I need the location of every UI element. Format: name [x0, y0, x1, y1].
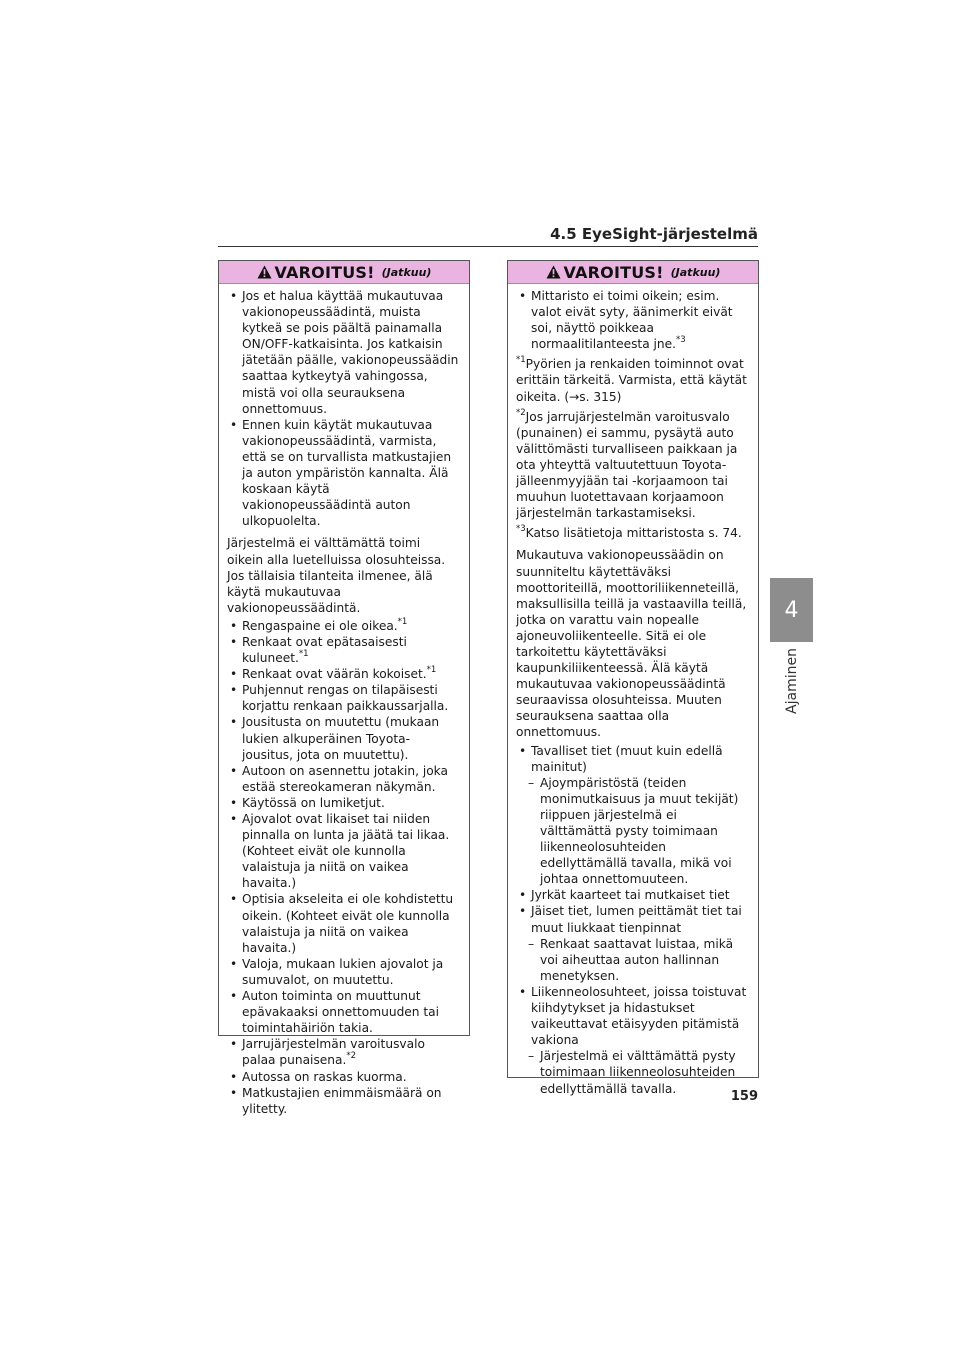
footnote-ref: *2 [346, 1051, 357, 1062]
list-item [227, 795, 459, 811]
footnote [516, 409, 748, 522]
warning-continued: (Jatkuu) [381, 265, 432, 279]
page-number: 159 [730, 1089, 758, 1104]
list-item-text: Renkaat ovat epätasaisesti kuluneet. [242, 634, 407, 666]
footnote-ref: *1 [426, 665, 437, 676]
footnote-ref: *1 [298, 649, 309, 659]
list-item-text: Jarrujärjestelmän varoitusvalo palaa punaisena. [242, 1037, 425, 1068]
list-item-text: Autossa on raskas kuorma. [242, 1069, 407, 1084]
list-item-text: Renkaat ovat väärän kokoiset. [242, 667, 427, 682]
list-item [227, 891, 459, 955]
list-item [227, 763, 459, 795]
list-item-text: Auton toiminta on muuttunut epävakaaksi onnettomuuden tai toimintahäiriön takia. [242, 989, 440, 1036]
list-item [227, 714, 459, 762]
warning-body-right [508, 284, 758, 1097]
warning-box-header [219, 261, 469, 284]
sub-list-item: – Järjestelmä ei välttämättä pysty toimimaan liikenneolosuhteiden edellyttämällä tavalla. [516, 1048, 748, 1096]
list-item [227, 682, 459, 714]
warning-continued: (Jatkuu) [670, 265, 721, 279]
warning-triangle-icon [257, 265, 272, 279]
list-item [227, 1085, 459, 1117]
chapter-tab[interactable] [770, 578, 813, 642]
footnote-mark: *1 [516, 355, 526, 366]
paragraph: Mukautuva vakionopeussäädin on suunniteltu käytettäväksi moottoriteillä, moottoriliikenneteillä, maksullisilla teillä ja vastaavilla teillä, jotka on varattu vain nopealle ajoneuvoliikenteelle. Sitä ei ole tarkoitettu käytettäväksi kaupunkiliikenteessä. Älä käytä mukautuvaa vakionopeussäädintä seuraavissa olosuhteissa. Muuten seurauksena saattaa olla onnettomuus. [516, 548, 747, 740]
footnote [516, 356, 748, 404]
list-item [227, 1036, 459, 1068]
list-item [227, 1069, 459, 1085]
footnote-list [516, 356, 748, 541]
header-rule [218, 246, 758, 247]
top-bullet-list [516, 288, 748, 352]
list-item: • Tavalliset tiet (muut kuin edellä mainitut) [516, 743, 748, 775]
warning-title: VAROITUS! [274, 262, 375, 282]
section-title: 4.5 EyeSight-järjestelmä [550, 225, 758, 243]
list-item-text: Matkustajien enimmäismäärä on ylitetty. [242, 1085, 442, 1116]
sub-list-item: – Ajoympäristöstä (teiden monimutkaisuus ja muut tekijät) riippuen järjestelmä ei välttämättä pysty toimimaan liikenneolosuhteiden edellyttämällä tavalla, mikä voi johtaa onnettomuuteen. [516, 775, 748, 888]
list-item-text: Jousitusta on muutettu (mukaan lukien alkuperäinen Toyota-jousitus, jota on muutettu). [242, 715, 440, 762]
sub-list-item: – Renkaat saattavat luistaa, mikä voi aiheuttaa auton hallinnan menetyksen. [516, 936, 748, 984]
list-item-text: Puhjennut rengas on tilapäisesti korjattu renkaan paikkaussarjalla. [242, 683, 449, 714]
condition-list [516, 743, 748, 1097]
list-item-text: Valoja, mukaan lukien ajovalot ja sumuvalot, on muutettu. [242, 956, 444, 987]
warning-triangle-icon [546, 265, 561, 279]
list-item: • Mittaristo ei toimi oikein; esim. valot eivät syty, äänimerkit eivät soi, näyttö poikkeaa normaalitilanteesta jne.$^{*3}$ [516, 288, 748, 352]
chapter-number: 4 [784, 597, 799, 623]
footnote-text: Jos jarrujärjestelmän varoitusvalo (punainen) ei sammu, pysäytä auto välittömästi turvalliseen paikkaan ja ota yhteyttä valtuutettuun Toyota-jälleenmyyjään tai -korjaamoon tai muuhun luotettavaan korjaamoon järjestelmän tarkastamiseksi. [516, 409, 738, 521]
list-item-text: Rengaspaine ei ole oikea. [242, 618, 398, 633]
list-item [227, 956, 459, 988]
list-item [227, 666, 459, 682]
footnote-mark: *3 [516, 524, 526, 535]
footnote-text: Pyörien ja renkaiden toiminnot ovat erittäin tärkeitä. Varmista, että käytät oikeita. (→s. 315) [516, 357, 747, 404]
top-bullet-list [227, 288, 459, 529]
list-item-text: Autoon on asennettu jotakin, joka estää stereokameran näkymän. [242, 763, 448, 794]
list-item [227, 811, 459, 891]
list-item: • Liikenneolosuhteet, joissa toistuvat kiihdytykset ja hidastukset vaikeuttavat etäisyyden pitämistä vakiona [516, 984, 748, 1048]
list-item [227, 988, 459, 1036]
list-item [227, 618, 459, 634]
list-item-text: Käytössä on lumiketjut. [242, 795, 385, 810]
list-item-text: Ajovalot ovat likaiset tai niiden pinnalla on lunta ja jäätä tai likaa. (Kohteet eivät ole kunnolla valaistuja ja niitä on vaikea havaita.) [242, 812, 450, 891]
chapter-label: Ajaminen [783, 648, 800, 714]
list-item-text: Optisia akseleita ei ole kohdistettu oikein. (Kohteet eivät ole kunnolla valaistuja ja niitä on vaikea havaita.) [242, 892, 454, 955]
warning-title: VAROITUS! [563, 262, 664, 282]
warning-body-left [219, 284, 469, 1117]
list-item: • Jos et halua käyttää mukautuvaa vakionopeussäädintä, muista kytkeä se pois päältä painamalla ON/OFF-katkaisinta. Jos katkaisin jätetään päälle, vakionopeussäädin saattaa kytkeytyä vahingossa, mistä voi olla seurauksena onnettomuus. [227, 288, 459, 417]
paragraph: Järjestelmä ei välttämättä toimi oikein alla luetelluissa olosuhteissa. Jos tällaisia tilanteita ilmenee, älä käytä mukautuvaa vakionopeussäädintä. [227, 536, 446, 615]
footnote-mark: *2 [516, 407, 526, 418]
list-item: • Jyrkät kaarteet tai mutkaiset tiet [516, 887, 748, 903]
warning-box-left [218, 260, 470, 1116]
list-item: • Ennen kuin käytät mukautuvaa vakionopeussäädintä, varmista, että se on turvallista matkustajien ja auton ympäristön kannalta. Älä koskaan käytä vakionopeussäädintä auton ulkopuolelta. [227, 417, 459, 530]
footnote [516, 525, 748, 541]
warning-box-right [507, 260, 759, 1096]
footnote-ref: *1 [397, 616, 408, 627]
warning-box-header [508, 261, 758, 284]
footnote-text: Katso lisätietoja mittaristosta s. 74. [525, 526, 742, 541]
condition-list [227, 618, 459, 1117]
list-item: • Jäiset tiet, lumen peittämät tiet tai muut liukkaat tienpinnat [516, 903, 748, 935]
list-item [227, 634, 459, 666]
